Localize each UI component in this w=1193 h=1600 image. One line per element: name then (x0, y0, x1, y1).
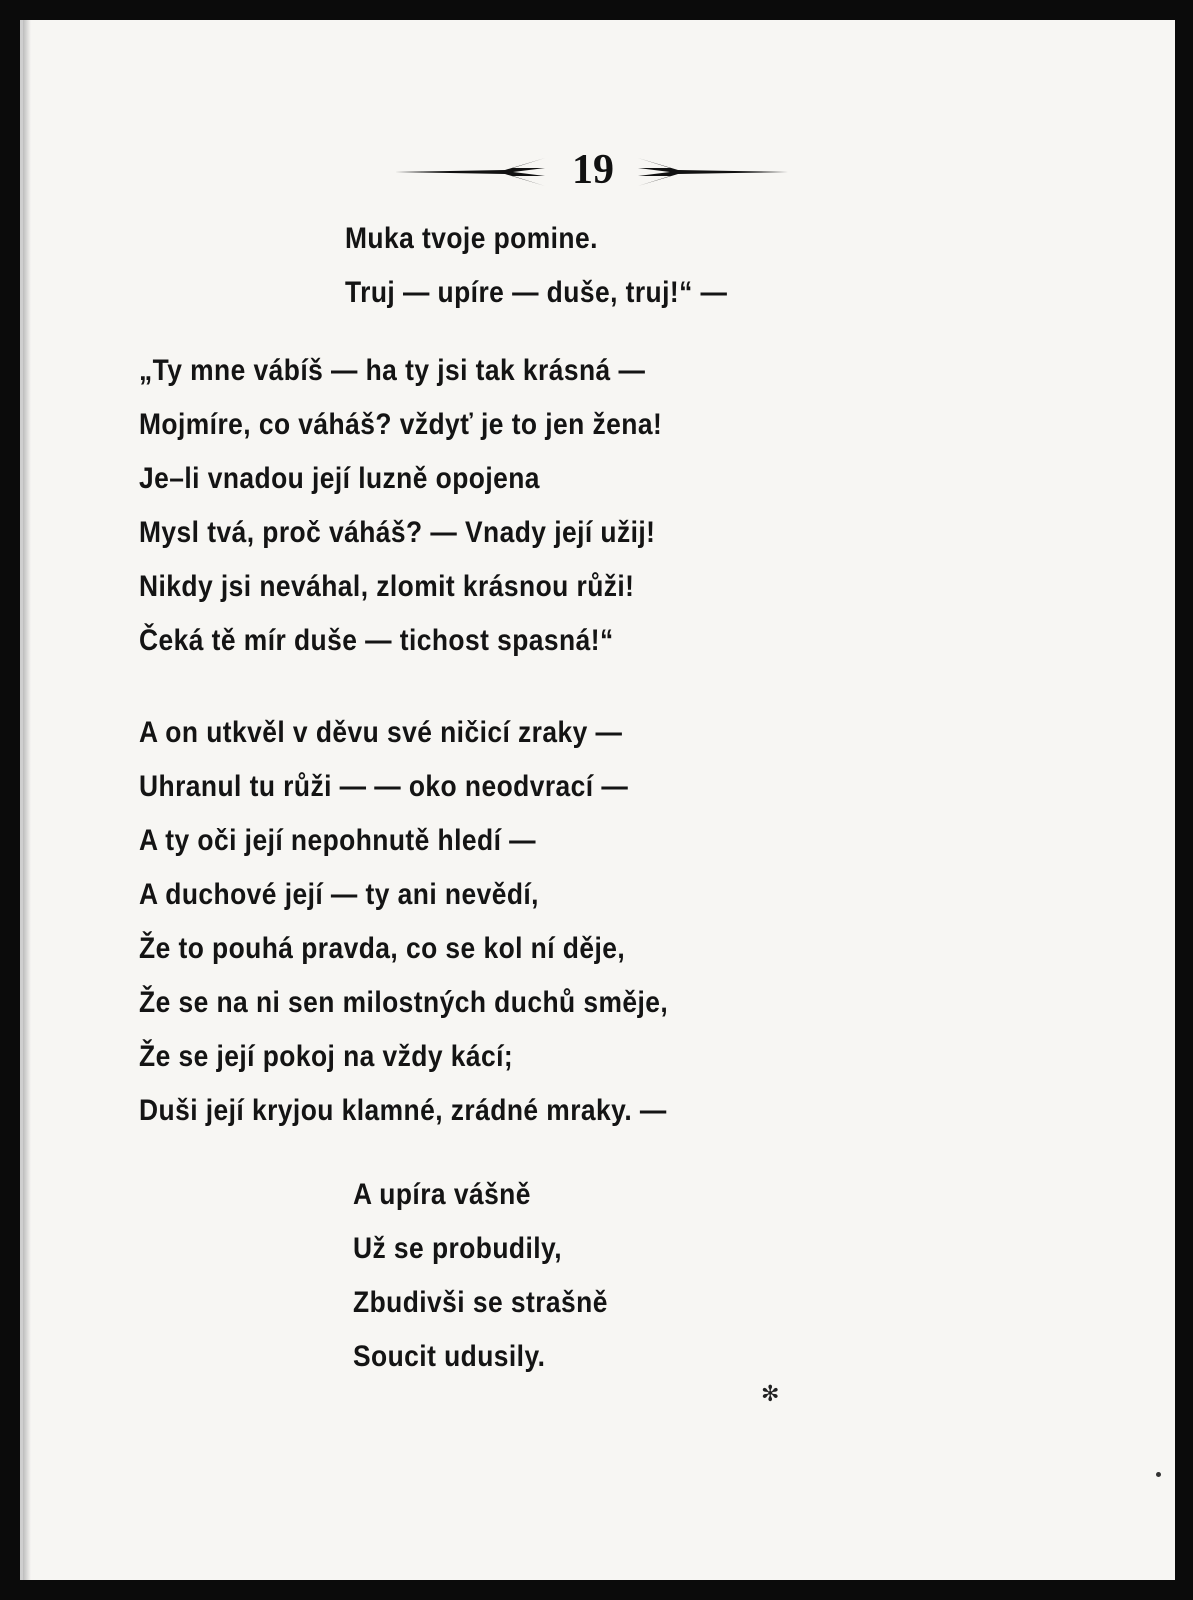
poem-line: Nikdy jsi neváhal, zlomit krásnou růži! (139, 570, 635, 603)
poem-line: A duchové její — ty ani nevědí, (139, 878, 539, 911)
poem-line: A ty oči její nepohnutě hledí — (139, 824, 536, 857)
poem-line: Muka tvoje pomine. (345, 222, 598, 255)
poem-line: Truj — upíre — duše, truj!“ — (345, 276, 728, 309)
poem-line: Že se na ni sen milostných duchů směje, (139, 986, 669, 1019)
poem-line: A on utkvěl v děvu své ničicí zraky — (139, 716, 623, 749)
book-page (20, 20, 1175, 1580)
right-ornament-icon (628, 154, 788, 190)
poem-line: Mysl tvá, proč váháš? — Vnady její užij! (139, 516, 656, 549)
page-number: 19 (572, 147, 614, 193)
page-header (23, 148, 1175, 192)
poem-line: Mojmíre, co váháš? vždyť je to jen žena! (139, 408, 663, 441)
page-gutter-shadow (23, 20, 31, 1580)
poem-line: Zbudivši se strašně (353, 1286, 608, 1319)
left-ornament-icon (395, 154, 555, 190)
poem-line: Duši její kryjou klamné, zrádné mraky. — (139, 1094, 667, 1127)
poem-line: Uhranul tu růži — — oko neodvrací — (139, 770, 629, 803)
poem-line: Je–li vnadou její luzně opojena (139, 462, 540, 495)
print-speck (1156, 1472, 1161, 1477)
poem-line: Že to pouhá pravda, co se kol ní děje, (139, 932, 626, 965)
end-mark-icon: ✻ (761, 1382, 780, 1407)
poem-line: Soucit udusily. (353, 1340, 546, 1373)
poem-line: Už se probudily, (353, 1232, 562, 1265)
poem-line: Čeká tě mír duše — tichost spasná!“ (139, 624, 614, 657)
poem-line: Že se její pokoj na vždy kácí; (139, 1040, 514, 1073)
poem-line: „Ty mne vábíš — ha ty jsi tak krásná — (139, 354, 646, 387)
poem-line: A upíra vášně (353, 1178, 531, 1211)
